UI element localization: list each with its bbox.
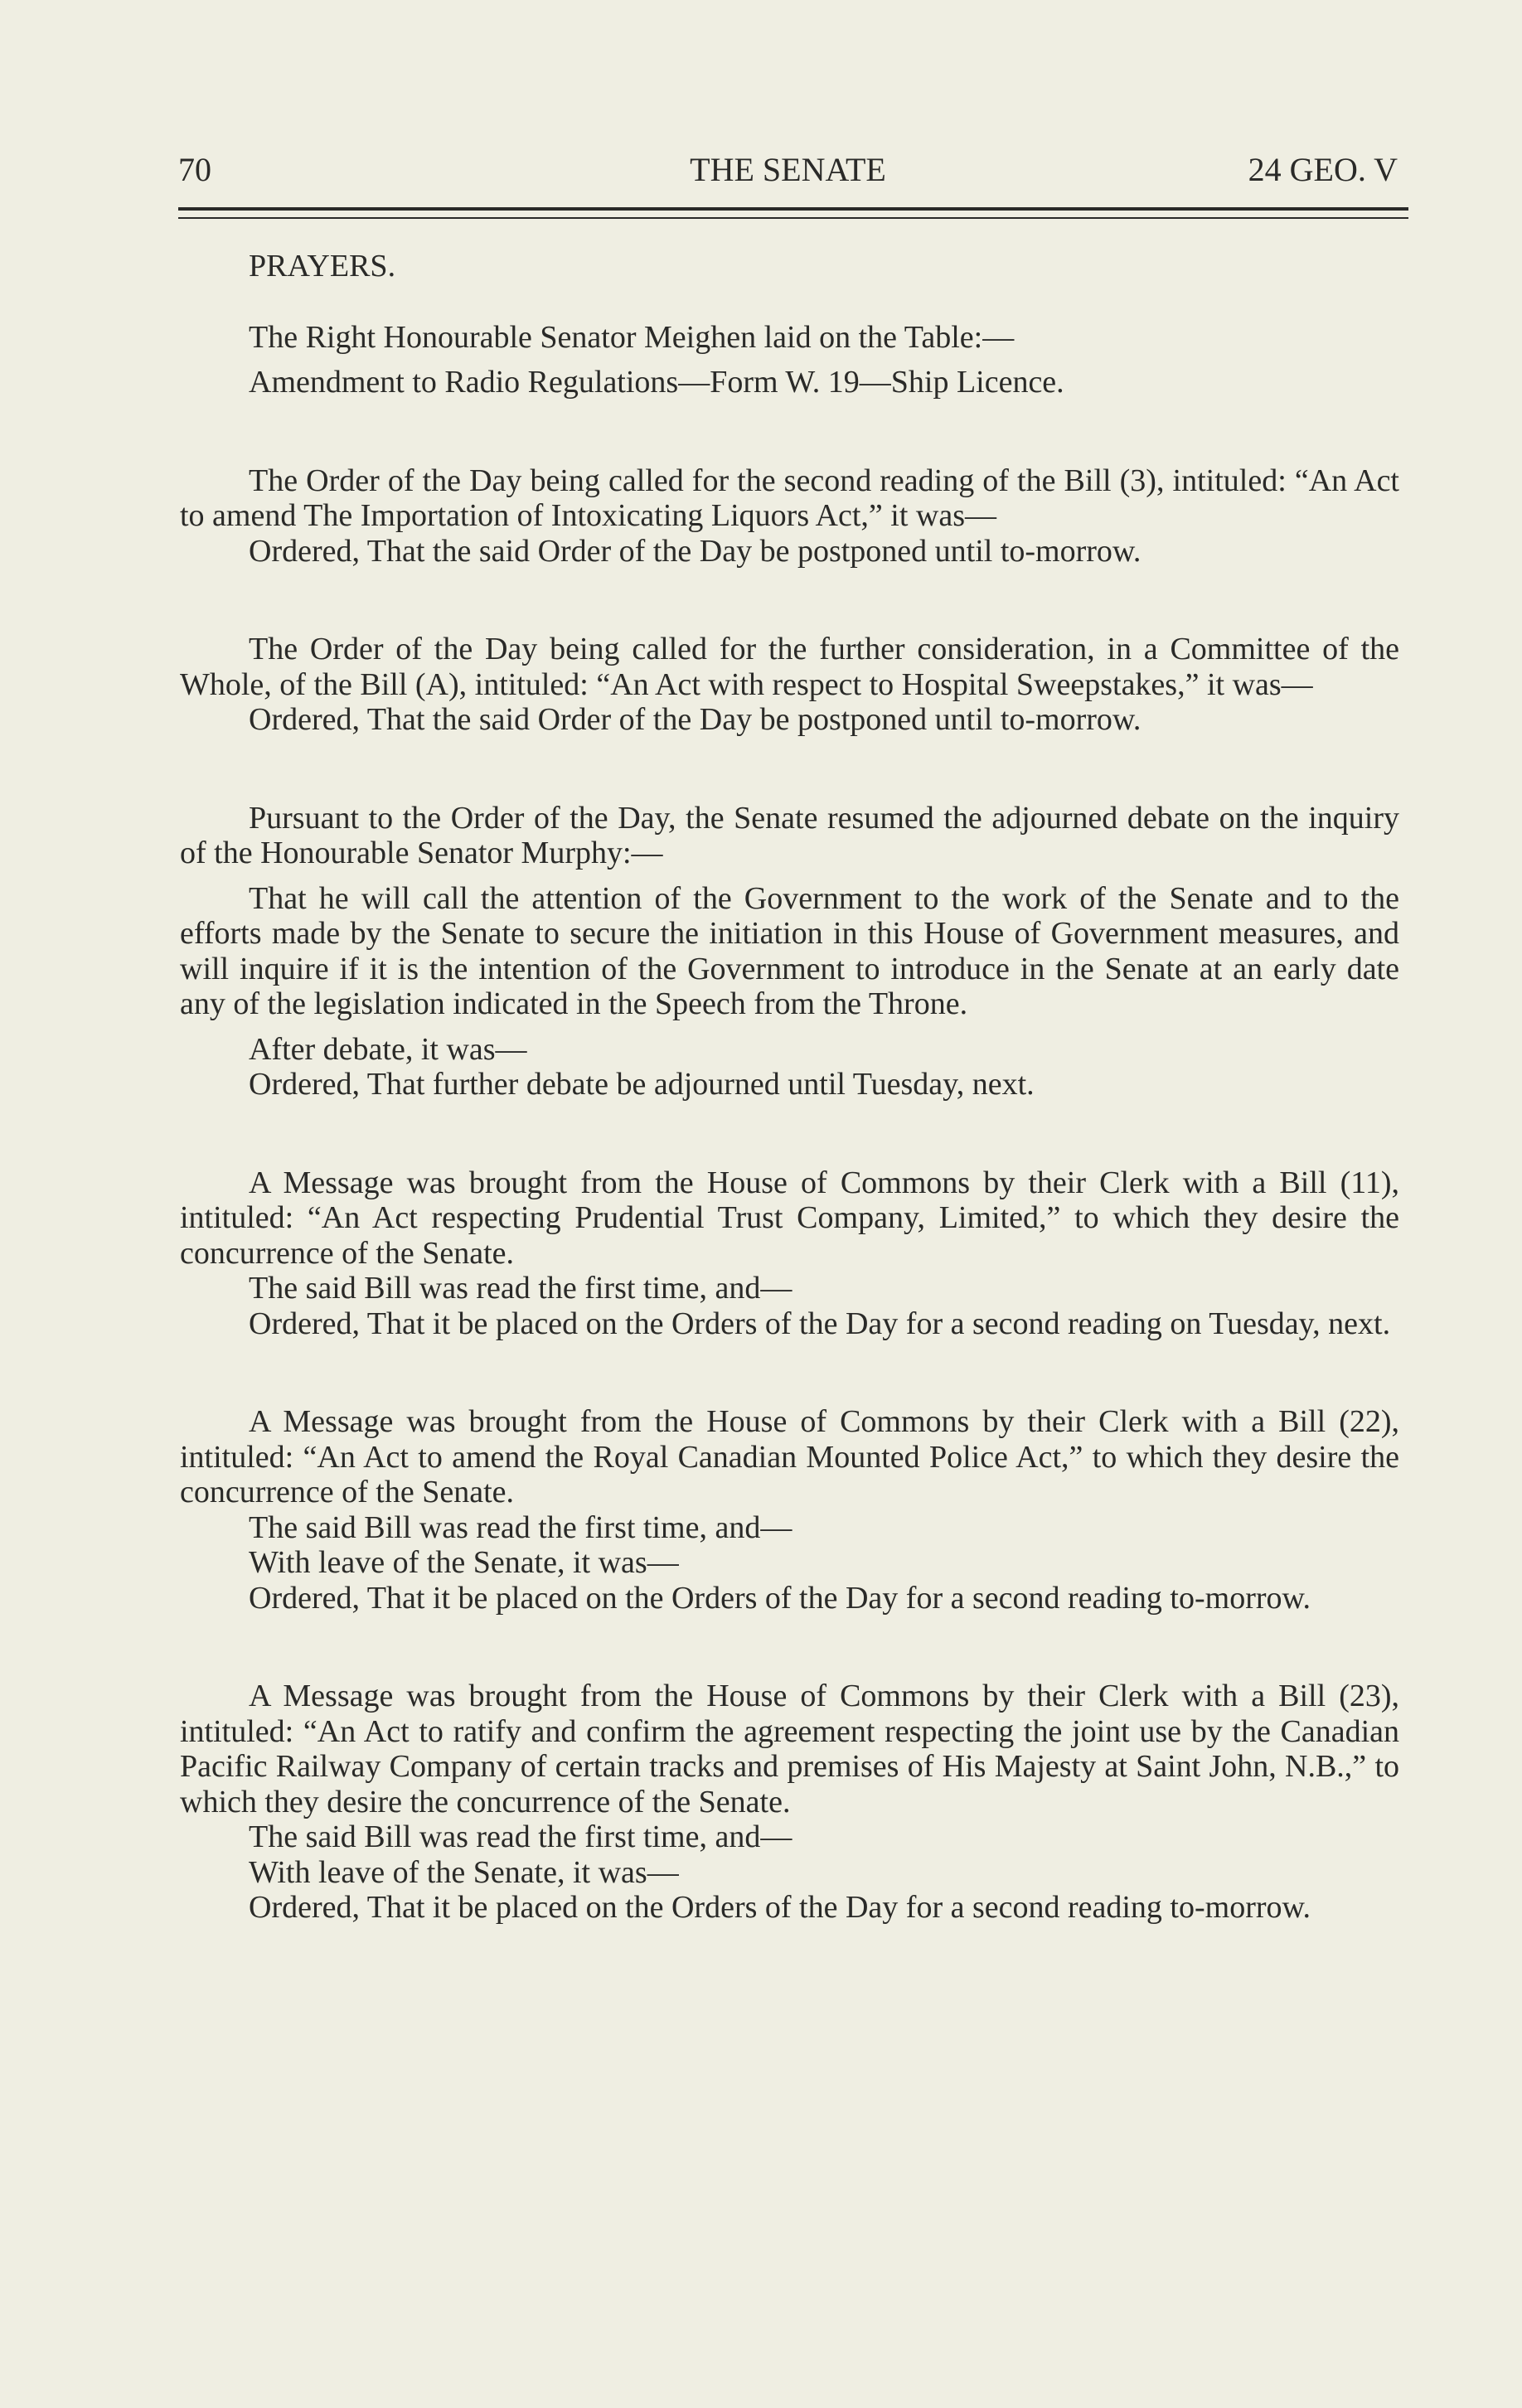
journal-body — [180, 249, 1399, 1926]
paragraph: Ordered, That further debate be adjourned until Tuesday, next. — [249, 1067, 1035, 1102]
paragraph: Pursuant to the Order of the Day, the Senate resumed the adjourned debate on the inquiry of the Honourable Senator Murphy:— — [180, 800, 1399, 870]
paragraph: With leave of the Senate, it was— — [249, 1854, 679, 1890]
header-rule-thin — [178, 217, 1408, 219]
paragraph: Ordered, That the said Order of the Day be postponed until to-morrow. — [249, 702, 1142, 737]
page-number: 70 — [178, 151, 211, 188]
paragraph: The Order of the Day being called for the second reading of the Bill (3), intituled: “An Act to amend The Importation of Intoxicating Liquors Act,” it was— — [180, 463, 1399, 533]
paragraph: With leave of the Senate, it was— — [249, 1545, 679, 1580]
paragraph: Ordered, That it be placed on the Orders of the Day for a second reading to-morrow. — [249, 1580, 1311, 1616]
paragraph: Ordered, That it be placed on the Orders of the Day for a second reading to-morrow. — [249, 1890, 1311, 1925]
paragraph: Amendment to Radio Regulations—Form W. 19—Ship Licence. — [249, 365, 1064, 400]
paragraph: Ordered, That the said Order of the Day be postponed until to-morrow. — [249, 533, 1142, 569]
paragraph: The said Bill was read the first time, and— — [249, 1271, 793, 1306]
paragraph: That he will call the attention of the Government to the work of the Senate and to the efforts made by the Senate to secure the initiation in this House of Government measures, and will inquire if it is the intention of the Government to introduce in the Senate at an early date any of the legislation indicated in the Speech from the Throne. — [180, 880, 1399, 1021]
paragraph: After debate, it was— — [249, 1031, 527, 1067]
paragraph: The Right Honourable Senator Meighen laid on the Table:— — [249, 319, 1015, 355]
running-header — [178, 149, 1398, 191]
paragraph: The said Bill was read the first time, and— — [249, 1819, 793, 1854]
paragraph: A Message was brought from the House of Commons by their Clerk with a Bill (23), intituled: “An Act to ratify and confirm the agreement respecting the joint use by the Canadian Pacific Railway Company of certain tracks and premises of His Majesty at Saint John, N.B.,” to which they desire the concurrence of the Senate. — [180, 1679, 1399, 1819]
prayers-heading: PRAYERS. — [249, 249, 396, 283]
regnal-year: 24 GEO. V — [1248, 151, 1398, 188]
paragraph: The said Bill was read the first time, and— — [249, 1509, 793, 1545]
paragraph: A Message was brought from the House of Commons by their Clerk with a Bill (11), intituled: “An Act respecting Prudential Trust Company, Limited,” to which they desire the concurrence of the Senate. — [180, 1165, 1399, 1271]
paragraph: Ordered, That it be placed on the Orders of the Day for a second reading on Tuesday, next. — [249, 1306, 1391, 1341]
header-rule-thick — [178, 207, 1408, 211]
header-title: THE SENATE — [690, 151, 886, 188]
paragraph: A Message was brought from the House of Commons by their Clerk with a Bill (22), intituled: “An Act to amend the Royal Canadian Mounted Police Act,” to which they desire the concurrence of the Senate. — [180, 1404, 1399, 1509]
paragraph: The Order of the Day being called for the further consideration, in a Committee of the Whole, of the Bill (A), intituled: “An Act with respect to Hospital Sweepstakes,” it was— — [180, 632, 1399, 702]
